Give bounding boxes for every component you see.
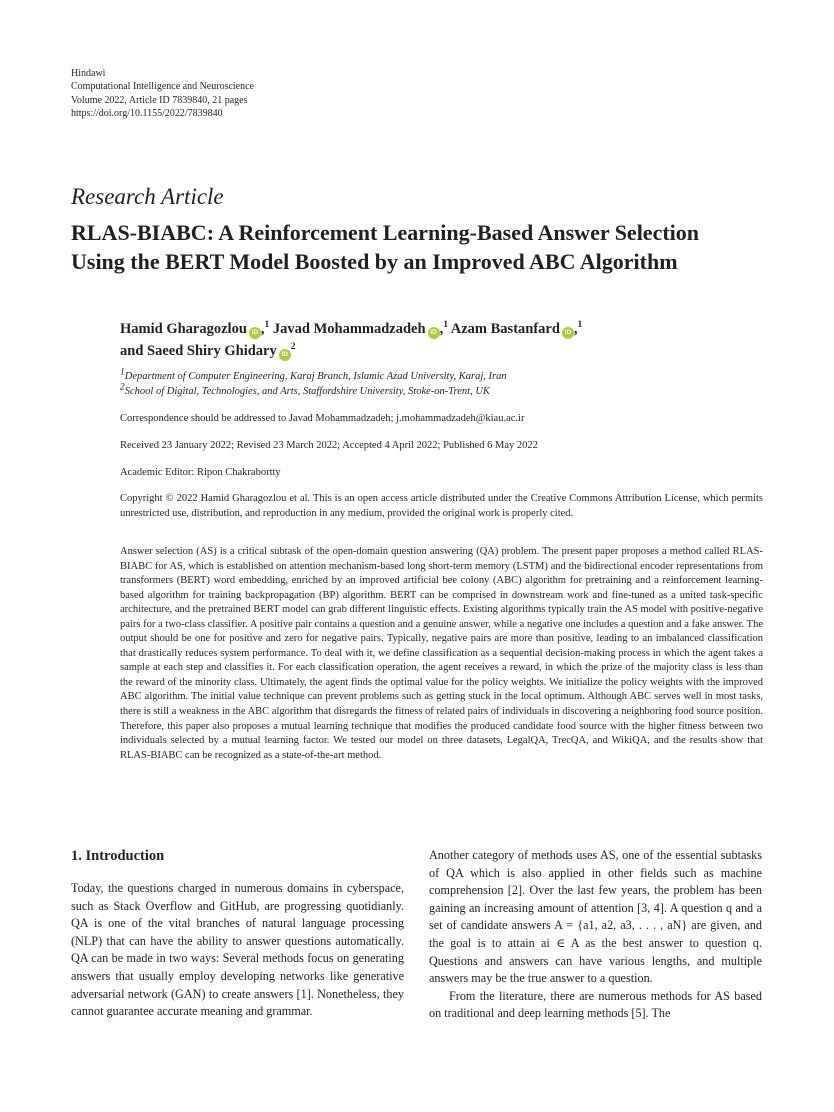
body-paragraph: Another category of methods uses AS, one of the essential subtasks of QA which is also applied in other fields such as machine comprehension [2]. Over the last few years, the problem has been gaining an increasing amount of attention [3, 4]. A question q and a set of candidate answers A = {a1, a2, a3, . . . , aN} are given, and the goal is to attain ai ∈ A as the best answer to question q. Questions and answers can have various lengths, and multiple answers may be the true answer to a question. [429, 848, 762, 986]
title-line-2: Using the BERT Model Boosted by an Improved ABC Algorithm [71, 249, 678, 274]
affiliation-1 [120, 369, 507, 384]
author-name: Saeed Shiry Ghidary [147, 343, 277, 359]
author-name: Hamid Gharagozlou [120, 321, 247, 337]
body-paragraph: From the literature, there are numerous methods for AS based on traditional and deep learning methods [5]. The [429, 988, 762, 1021]
journal-name: Computational Intelligence and Neuroscience [71, 81, 254, 93]
academic-editor: Academic Editor: Ripon Chakrabortty [120, 467, 281, 478]
author-name: Azam Bastanfard [450, 321, 560, 337]
volume-line: Volume 2022, Article ID 7839840, 21 pages [71, 94, 248, 106]
article-type: Research Article [71, 184, 224, 209]
title-line-1: RLAS-BIABC: A Reinforcement Learning-Based Answer Selection [71, 220, 700, 245]
author-name: Javad Mohammadzadeh [272, 321, 426, 337]
affiliation-text: Department of Computer Engineering, Karaj Branch, Islamic Azad University, Karaj, Iran [124, 371, 507, 382]
orcid-icon[interactable]: iD [279, 349, 291, 361]
orcid-icon[interactable]: iD [249, 327, 261, 339]
copyright-notice: Copyright © 2022 Hamid Gharagozlou et al. This is an open access article distributed under the Creative Commons Attribution License, which permits unrestricted use, distribution, and reproduction in any medium, provided the original work is properly cited. [120, 493, 763, 519]
and-word: and [120, 343, 144, 359]
author-line-2 [120, 340, 780, 362]
affiliations [120, 369, 507, 399]
orcid-icon[interactable]: iD [428, 327, 440, 339]
author-line-1: Hamid Gharagozlou iD ,$^1$ Javad Mohammadzadeh iD ,$^1$ Azam Bastanfard iD ,$^1$ [120, 320, 583, 337]
journal-info [71, 67, 254, 121]
affiliation-text: School of Digital, Technologies, and Arts, Staffordshire University, Stoke-on-Trent, UK [124, 386, 490, 397]
article-title [71, 218, 791, 276]
doi-link[interactable]: https://doi.org/10.1155/2022/7839840 [71, 108, 223, 120]
orcid-icon[interactable]: iD [562, 327, 574, 339]
author-affiliation-sup: 1 [577, 320, 583, 331]
author-affiliation-sup: 1 [443, 320, 448, 331]
author-affiliation-sup: 1 [264, 320, 270, 331]
body-paragraph: Today, the questions charged in numerous domains in cyberspace, such as Stack Overflow and GitHub, are progressing quotidianly. QA is one of the vital branches of natural language processing (NLP) that can have the ability to answer questions automatically. QA can be made in two ways: Several methods focus on generating answers that usually employ developing networks like generative adversarial network (GAN) to create answers [1]. Nonetheless, they cannot guarantee accurate meaning and grammar. [71, 881, 404, 1019]
correspondence: Correspondence should be addressed to Javad Mohammadzadeh; j.mohammadzadeh@kiau.ac.ir [120, 413, 525, 424]
section-heading: 1. Introduction [71, 848, 165, 864]
right-column [429, 847, 762, 1023]
left-column [71, 880, 404, 1021]
abstract: Answer selection (AS) is a critical subtask of the open-domain question answering (QA) problem. The present paper proposes a method called RLAS-BIABC for AS, which is established on attention mechanism-based long short-term memory (LSTM) and the bidirectional encoder representations from transformers (BERT) word embedding, enriched by an improved artificial bee colony (ABC) algorithm for pretraining and a reinforcement learning-based algorithm for training backpropagation (BP) algorithm. BERT can be comprised in downstream work and fine-tuned as a united task-specific architecture, and the pretrained BERT model can grab different linguistic effects. Existing algorithms typically train the AS model with positive-negative pairs for a two-class classifier. A positive pair contains a question and a genuine answer, while a negative one includes a question and a fake answer. The output should be one for positive and zero for negative pairs. Typically, negative pairs are more than positive, leading to an imbalanced classification that drastically reduces system performance. To deal with it, we define classification as a sequential decision-making process in which the agent takes a sample at each step and classifies it. For each classification operation, the agent receives a reward, in which the prize of the majority class is less than the reward of the minority class. Ultimately, the agent finds the optimal value for the policy weights. We initialize the policy weights with the improved ABC algorithm. The initial value technique can prevent problems such as getting stuck in the local optimum. Although ABC serves well in most tasks, there is still a weakness in the ABC algorithm that disregards the fitness of related pairs of individuals in discovering a neighboring food source position. Therefore, this paper also proposes a mutual learning technique that modifies the produced candidate food source with the higher fitness between two individuals selected by a mutual learning factor. We tested our model on three datasets, LegalQA, TrecQA, and WikiQA, and the results show that RLAS-BIABC can be recognized as a state-of-the-art method. [120, 546, 763, 761]
author-list [120, 318, 780, 362]
publisher: Hindawi [71, 68, 106, 79]
affiliation-number: 1 [120, 367, 125, 378]
affiliation-number: 2 [120, 382, 125, 393]
affiliation-2 [120, 384, 507, 399]
author-affiliation-sup: 2 [290, 342, 296, 353]
publication-dates: Received 23 January 2022; Revised 23 March 2022; Accepted 4 April 2022; Published 6 May 2022 [120, 440, 538, 451]
